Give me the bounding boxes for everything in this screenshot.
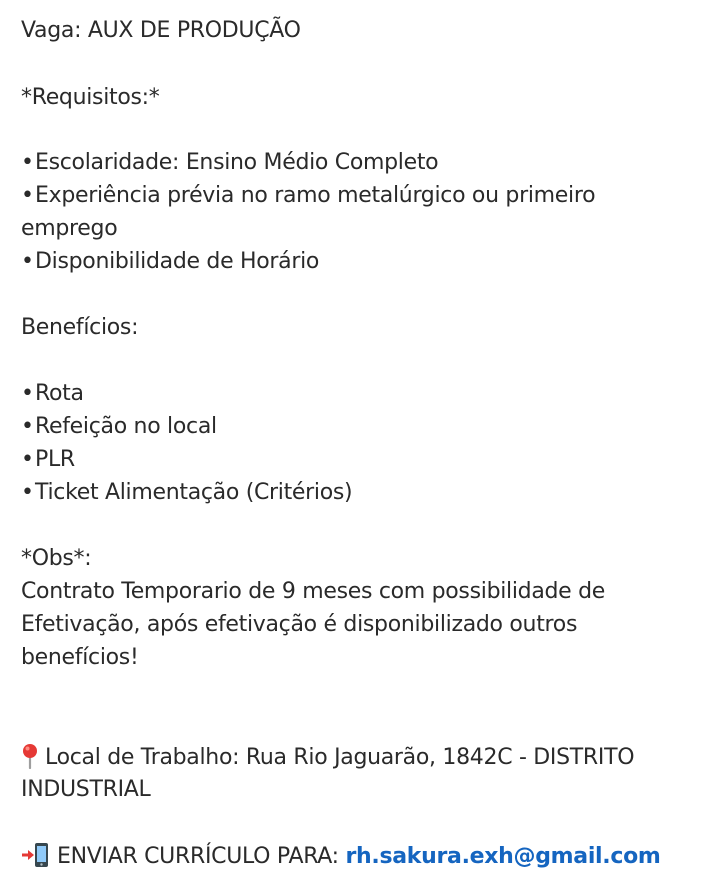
requisitos-heading: *Requisitos:* [21,85,160,110]
obs-heading: *Obs*: [21,546,92,571]
bullet: • [21,249,34,274]
local-line [21,743,634,771]
requisito-item [21,182,595,210]
beneficio-text: Rota [35,381,84,406]
email-link[interactable]: rh.sakura.exh@gmail.com [345,844,661,869]
requisito-continuation: emprego [21,216,118,241]
beneficio-text: Ticket Alimentação (Critérios) [35,480,353,505]
requisito-text: Experiência prévia no ramo metalúrgico ou primeiro [35,183,596,208]
bullet: • [21,480,34,505]
bullet: • [21,150,34,175]
beneficio-item [21,446,75,474]
bullet: • [21,414,34,439]
requisito-text: Escolaridade: Ensino Médio Completo [35,150,439,175]
bullet: • [21,381,34,406]
mobile-phone-with-arrow-icon [21,842,51,868]
enviar-label: ENVIAR CURRÍCULO PARA: [57,844,346,869]
local-text: Local de Trabalho: Rua Rio Jaguarão, 1842C - DISTRITO [45,745,635,770]
requisito-item [21,248,319,276]
beneficio-text: PLR [35,447,75,472]
bullet: • [21,447,34,472]
beneficio-text: Refeição no local [35,414,217,439]
bullet: • [21,183,34,208]
beneficio-item [21,380,84,408]
obs-text: benefícios! [21,645,139,670]
beneficio-item [21,479,352,507]
obs-text: Contrato Temporario de 9 meses com possibilidade de [21,579,606,604]
requisito-item [21,149,438,177]
requisito-text: Disponibilidade de Horário [35,249,320,274]
beneficio-item [21,413,217,441]
enviar-line [21,842,661,870]
obs-text: Efetivação, após efetivação é disponibilizado outros [21,612,578,637]
beneficios-heading: Benefícios: [21,315,139,340]
job-title: Vaga: AUX DE PRODUÇÃO [21,18,301,43]
round-pushpin-icon [21,743,39,769]
local-text-continuation: INDUSTRIAL [21,777,151,802]
